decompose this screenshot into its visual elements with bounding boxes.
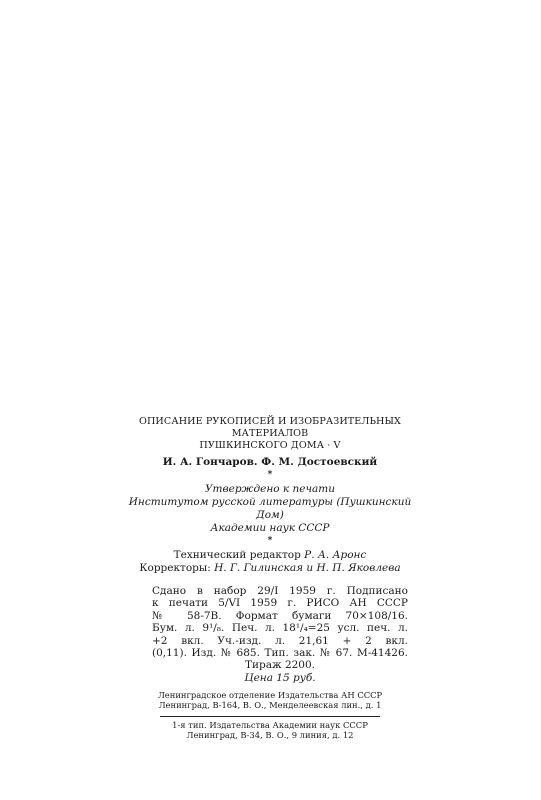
technical-editor	[120, 549, 420, 562]
printer-line-1: 1-я тип. Издательства Академии наук СССР	[172, 719, 368, 730]
publisher-line-2: Ленинград, В-164, В. О., Менделеевская лин., д. 1	[158, 700, 382, 711]
separator-asterisk: *	[267, 470, 273, 480]
approved-line-2: Институтом русской литературы (Пушкинский Дом)	[128, 496, 412, 521]
approved-line-3: Академии наук СССР	[210, 522, 330, 534]
print-details-line: +2 вкл. Уч.-изд. л. 21,61 + 2 вкл.	[152, 634, 408, 647]
print-details-line: Бум. л. 9¹/₈. Печ. л. 18¹/₄=25 усл. печ. л.	[152, 622, 408, 635]
print-details	[152, 585, 408, 684]
proofreaders-names: Н. Г. Гилинская и Н. П. Яковлева	[214, 562, 401, 574]
printer-line-2: Ленинград, В-34, В. О., 9 линия, д. 12	[186, 729, 354, 740]
separator-asterisk: *	[267, 536, 273, 546]
series-title-line-1: ОПИСАНИЕ РУКОПИСЕЙ И ИЗОБРАЗИТЕЛЬНЫХ МАТЕРИАЛОВ	[138, 416, 401, 439]
divider	[160, 716, 380, 717]
proofreaders-label: Корректоры:	[139, 562, 211, 574]
print-details-line: к печати 5/VI 1959 г. РИСО АН СССР	[152, 597, 408, 610]
price: Цена 15 руб.	[244, 671, 316, 684]
technical-editor-label: Технический редактор	[173, 549, 301, 561]
print-run: Тираж 2200.	[244, 659, 316, 672]
print-details-line: Сдано в набор 29/I 1959 г. Подписано	[152, 585, 408, 597]
series-title-line-2: ПУШКИНСКОГО ДОМА · V	[199, 440, 341, 451]
publisher-line-1: Ленинградское отделение Издательства АН СССР	[157, 690, 383, 701]
technical-editor-name: Р. А. Аронс	[304, 549, 367, 561]
colophon	[120, 416, 420, 740]
print-details-line: № 58-7В. Формат бумаги 70×108/16.	[152, 609, 408, 622]
print-details-line: (0,11). Изд. № 685. Тип. зак. № 67. М-41426.	[152, 647, 408, 660]
approved-line-1: Утверждено к печати	[204, 483, 336, 495]
authors-title: И. А. Гончаров. Ф. М. Достоевский	[162, 456, 378, 468]
proofreaders	[120, 562, 420, 575]
